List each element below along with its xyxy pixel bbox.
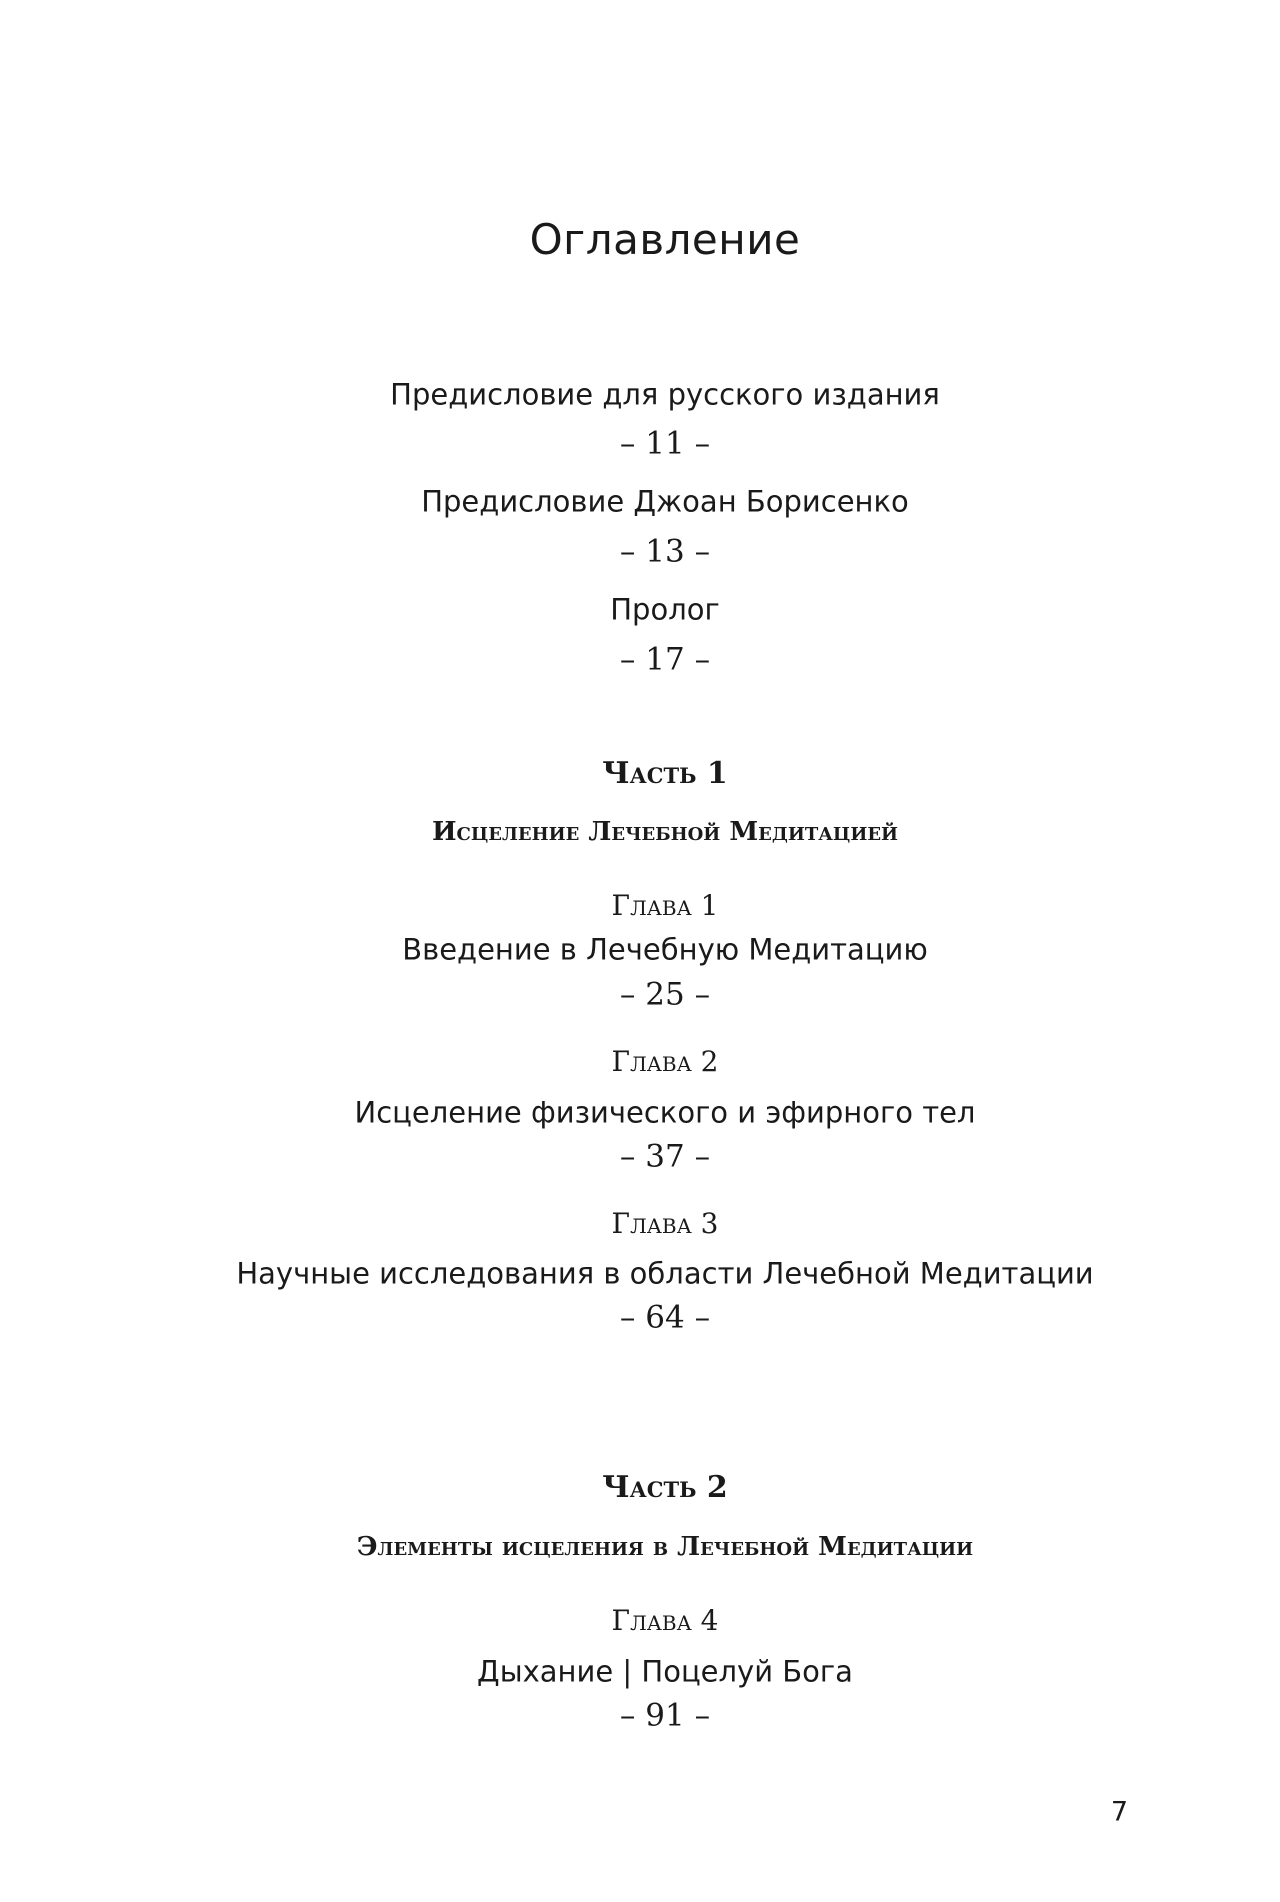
chapter-page: – 64 –	[619, 1299, 711, 1336]
chapter-label: Глава 4	[611, 1604, 719, 1637]
toc-entry-title: Предисловие для русского издания	[390, 377, 940, 412]
toc-entry-title: Предисловие Джоан Борисенко	[421, 484, 909, 519]
chapter-page: – 91 –	[619, 1697, 711, 1734]
part-title: Исцеление Лечебной Медитацией	[431, 817, 899, 847]
toc-entry-page: – 11 –	[619, 425, 711, 462]
chapter-title: Дыхание | Поцелуй Бога	[477, 1654, 853, 1689]
part-title: Элементы исцеления в Лечебной Медитации	[356, 1532, 974, 1562]
chapter-page: – 25 –	[619, 976, 711, 1013]
page-title: Оглавление	[529, 215, 801, 264]
chapter-page: – 37 –	[619, 1138, 711, 1175]
chapter-label: Глава 3	[611, 1207, 719, 1240]
page-number: 7	[1110, 1796, 1128, 1828]
part-label: Часть 1	[602, 756, 728, 791]
chapter-title: Введение в Лечебную Медитацию	[402, 932, 928, 967]
toc-entry-page: – 13 –	[619, 533, 711, 570]
chapter-label: Глава 2	[611, 1045, 719, 1078]
toc-entry-title: Пролог	[610, 592, 720, 627]
chapter-title: Исцеление физического и эфирного тел	[354, 1095, 976, 1130]
chapter-title: Научные исследования в области Лечебной Медитации	[236, 1256, 1094, 1291]
part-label: Часть 2	[602, 1470, 728, 1505]
toc-entry-page: – 17 –	[619, 641, 711, 678]
chapter-label: Глава 1	[611, 889, 719, 922]
